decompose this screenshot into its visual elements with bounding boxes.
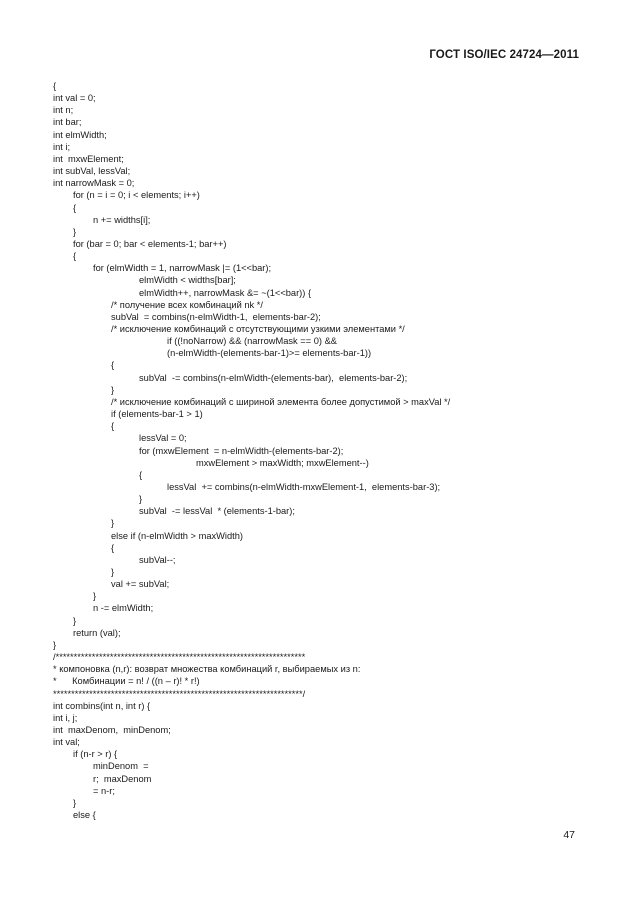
code-line: val += subVal; xyxy=(111,579,170,590)
code-line: } xyxy=(73,797,77,808)
code-line: return (val); xyxy=(73,627,121,638)
code-line: } xyxy=(139,494,143,505)
page-number: 47 xyxy=(563,829,575,841)
code-line: r; maxDenom xyxy=(93,773,152,784)
code-line: int elmWidth; xyxy=(53,129,107,140)
code-line: int val = 0; xyxy=(53,93,96,104)
code-line: } xyxy=(73,226,77,237)
code-line: int mxwElement; xyxy=(53,153,124,164)
code-line: } xyxy=(73,615,77,626)
code-listing xyxy=(53,80,593,825)
code-line: lessVal = 0; xyxy=(139,433,187,444)
code-line: for (elmWidth = 1, narrowMask |= (1<<bar); xyxy=(93,263,272,274)
code-line: int combins(int n, int r) { xyxy=(53,700,151,711)
page-header-standard: ГОСТ ISO/IEC 24724—2011 xyxy=(429,49,579,61)
code-line: int bar; xyxy=(53,117,82,128)
code-line: int i; xyxy=(53,141,71,152)
code-line: } xyxy=(53,639,57,650)
code-line: { xyxy=(111,421,115,432)
code-line: mxwElement > maxWidth; mxwElement--) xyxy=(196,457,369,468)
code-line: int i, j; xyxy=(53,712,78,723)
code-line: subVal--; xyxy=(139,554,176,565)
code-line: if (elements-bar-1 > 1) xyxy=(111,409,203,420)
code-line: elmWidth < widths[bar]; xyxy=(139,275,236,286)
code-line: * компоновка (n,r): возврат множества комбинаций r, выбираемых из n: xyxy=(53,664,361,675)
code-line: { xyxy=(139,469,143,480)
code-line: } xyxy=(111,567,115,577)
code-line: int maxDenom, minDenom; xyxy=(53,724,171,735)
code-line: { xyxy=(111,542,115,553)
code-line: { xyxy=(73,202,77,213)
code-line: /* исключение комбинаций с отсутствующими узкими элементами */ xyxy=(111,324,405,334)
code-line: * Комбинации = n! / ((n – r)! * r!) xyxy=(53,676,200,687)
code-line: } xyxy=(111,384,115,395)
code-line: else { xyxy=(73,810,96,820)
code-line: int narrowMask = 0; xyxy=(53,178,135,189)
code-line: subVal -= combins(n-elmWidth-(elements-bar), elements-bar-2); xyxy=(139,372,408,383)
code-line: } xyxy=(111,518,115,529)
code-line: elmWidth++, narrowMask &= ~(1<<bar)) { xyxy=(139,287,312,298)
code-line: /********************************************************************* xyxy=(53,652,306,663)
code-line: if ((!noNarrow) && (narrowMask == 0) && xyxy=(167,336,337,347)
code-line: else if (n-elmWidth > maxWidth) xyxy=(111,530,243,541)
code-line: int val; xyxy=(53,737,80,748)
code-line: int subVal, lessVal; xyxy=(53,166,131,177)
code-line: if (n-r > r) { xyxy=(73,749,118,760)
code-line: { xyxy=(53,81,57,91)
code-line: = n-r; xyxy=(93,785,115,796)
code-line: { xyxy=(73,251,77,262)
code-line: (n-elmWidth-(elements-bar-1)>= elements-bar-1)) xyxy=(167,348,372,359)
code-line: for (mxwElement = n-elmWidth-(elements-bar-2); xyxy=(139,445,344,456)
code-line: for (bar = 0; bar < elements-1; bar++) xyxy=(73,238,227,249)
code-line: /* получение всех комбинаций nk */ xyxy=(111,299,263,310)
code-line: int n; xyxy=(53,105,74,116)
code-line: lessVal += combins(n-elmWidth-mxwElement-1, elements-bar-3); xyxy=(167,481,441,492)
code-line: n -= elmWidth; xyxy=(93,603,154,614)
code-line: *********************************************************************/ xyxy=(53,688,306,699)
code-line: for (n = i = 0; i < elements; i++) xyxy=(73,190,200,201)
code-line: { xyxy=(111,360,115,371)
code-line: /* исключение комбинаций с шириной элемента более допустимой > maxVal */ xyxy=(111,396,451,407)
code-line: subVal = combins(n-elmWidth-1, elements-bar-2); xyxy=(111,311,321,322)
code-line: subVal -= lessVal * (elements-1-bar); xyxy=(139,506,295,517)
code-line: minDenom = xyxy=(93,761,149,772)
code-line: n += widths[i]; xyxy=(93,214,151,225)
code-line: } xyxy=(93,591,97,602)
